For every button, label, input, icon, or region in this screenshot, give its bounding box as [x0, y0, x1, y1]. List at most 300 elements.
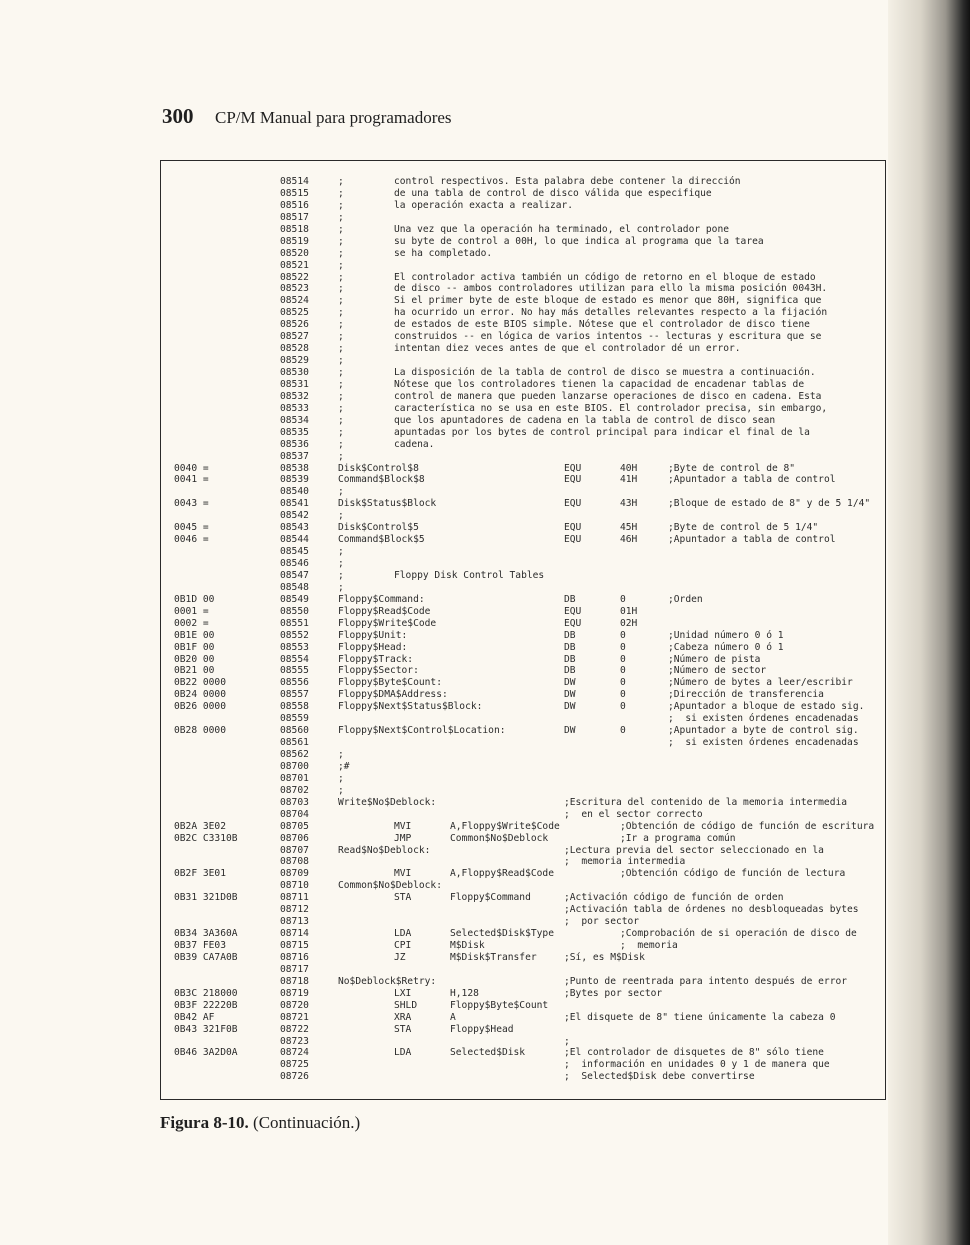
comment-marker: ;	[338, 772, 344, 784]
listing-row	[174, 761, 874, 773]
comment-marker: ;	[338, 223, 344, 235]
address-column: 0B39 CA7A0B	[174, 951, 238, 963]
line-number: 08539	[280, 474, 309, 486]
comment-marker: ;	[338, 402, 344, 414]
line-comment: ; Selected$Disk debe convertirse	[564, 1071, 755, 1083]
directive: DW	[564, 689, 576, 701]
listing-row	[174, 892, 874, 904]
address-column: 0B34 3A360A	[174, 928, 238, 940]
comment-marker: ;	[338, 343, 344, 355]
instruction: LDA	[394, 1047, 412, 1059]
line-number: 08521	[280, 259, 309, 271]
line-comment: ;Punto de reentrada para intento después de error	[564, 975, 848, 987]
listing-row	[174, 952, 874, 964]
line-number: 08516	[280, 199, 309, 211]
comment-marker: ;	[338, 390, 344, 402]
comment-marker: ;	[338, 331, 344, 343]
comment-marker: ;	[338, 438, 344, 450]
line-number: 08548	[280, 581, 309, 593]
listing-row	[174, 856, 874, 868]
listing-row	[174, 403, 874, 415]
line-number: 08531	[280, 378, 309, 390]
line-number: 08726	[280, 1071, 309, 1083]
comment-text: Si el primer byte de este bloque de estado es menor que 80H, significa que	[394, 295, 822, 307]
directive-value: 01H	[620, 605, 638, 617]
listing-row	[174, 618, 874, 630]
line-comment: ;Bloque de estado de 8" y de 5 1/4"	[668, 498, 871, 510]
address-column: 0B2A 3E02	[174, 820, 226, 832]
listing-row	[174, 463, 874, 475]
line-comment: ; por sector	[564, 916, 640, 928]
listing-row	[174, 749, 874, 761]
instruction: LDA	[394, 928, 412, 940]
directive: DB	[564, 653, 576, 665]
line-comment: ;Escritura del contenido de la memoria intermedia	[564, 796, 848, 808]
line-number: 08522	[280, 271, 309, 283]
address-column: 0B21 00	[174, 665, 215, 677]
directive: DW	[564, 677, 576, 689]
listing-row	[174, 439, 874, 451]
operand: Selected$Disk	[450, 1047, 526, 1059]
listing-row	[174, 737, 874, 749]
listing-row	[174, 916, 874, 928]
comment-text: su byte de control a 00H, lo que indica al programa que la tarea	[394, 235, 764, 247]
operand: A	[450, 1011, 456, 1023]
line-number: 08723	[280, 1035, 309, 1047]
line-number: 08715	[280, 940, 309, 951]
listing-row	[174, 654, 874, 666]
line-comment: ;Número de bytes a leer/escribir	[668, 677, 853, 689]
line-number: 08550	[280, 605, 309, 617]
line-number: 08558	[280, 701, 309, 713]
comment-text: Una vez que la operación ha terminado, el controlador pone	[394, 223, 730, 235]
comment-marker: ;	[338, 247, 344, 259]
line-comment: ;Sí, es M$Disk	[564, 951, 645, 963]
listing-row	[174, 928, 874, 940]
address-column: 0B1E 00	[174, 629, 215, 641]
line-number: 08557	[280, 689, 309, 701]
listing-row	[174, 451, 874, 463]
comment-text: de una tabla de control de disco válida que especifique	[394, 187, 712, 199]
listing-row	[174, 260, 874, 272]
listing-row	[174, 725, 874, 737]
comment-marker: ;	[338, 749, 344, 760]
operand: A,Floppy$Write$Code	[450, 820, 560, 832]
listing-row	[174, 845, 874, 857]
assembly-listing	[174, 176, 874, 1083]
operand: Floppy$Byte$Count	[450, 999, 549, 1011]
source-label: Disk$Status$Block	[338, 498, 437, 510]
operand: A,Floppy$Read$Code	[450, 868, 554, 880]
comment-text: El controlador activa también un código de retorno en el bloque de estado	[394, 271, 816, 283]
line-number: 08543	[280, 522, 309, 534]
caption-text: (Continuación.)	[253, 1113, 361, 1132]
instruction: STA	[394, 1023, 412, 1035]
directive-value: 0	[620, 653, 626, 665]
comment-text: apuntadas por los bytes de control principal para indicar el final de la	[394, 426, 810, 438]
listing-row	[174, 797, 874, 809]
line-number: 08520	[280, 247, 309, 259]
line-number: 08560	[280, 725, 309, 737]
listing-row	[174, 200, 874, 212]
line-comment: ;Activación código de función de orden	[564, 892, 784, 904]
instruction: LXI	[394, 987, 412, 999]
listing-row	[174, 630, 874, 642]
listing-row	[174, 248, 874, 260]
listing-row	[174, 343, 874, 355]
operand: Common$No$Deblock	[450, 832, 549, 844]
listing-row	[174, 474, 874, 486]
directive: DB	[564, 641, 576, 653]
line-comment: ;Apuntador a tabla de control	[668, 534, 836, 546]
directive-value: 0	[620, 593, 626, 605]
comment-marker: ;	[338, 510, 344, 522]
line-number: 08537	[280, 450, 309, 462]
figure-caption	[160, 1113, 360, 1133]
source-label: Floppy$Unit:	[338, 629, 408, 641]
line-number: 08724	[280, 1047, 309, 1059]
operand: Floppy$Command	[450, 892, 531, 904]
line-number: 08518	[280, 223, 309, 235]
line-number: 08542	[280, 510, 309, 522]
line-number: 08533	[280, 402, 309, 414]
directive: EQU	[564, 534, 582, 546]
directive-value: 41H	[620, 474, 638, 486]
line-comment: ;Unidad número 0 ó 1	[668, 629, 784, 641]
instruction: CPI	[394, 940, 412, 951]
listing-row	[174, 689, 874, 701]
listing-row	[174, 510, 874, 522]
line-number: 08704	[280, 808, 309, 820]
listing-row	[174, 236, 874, 248]
address-column: 0B46 3A2D0A	[174, 1047, 238, 1059]
source-label: Floppy$Write$Code	[338, 617, 437, 629]
line-number: 08549	[280, 593, 309, 605]
line-number: 08545	[280, 546, 309, 558]
directive-value: 46H	[620, 534, 638, 546]
line-number: 08717	[280, 963, 309, 975]
line-number: 08538	[280, 462, 309, 474]
source-label: Command$Block$5	[338, 534, 425, 546]
line-number: 08709	[280, 868, 309, 880]
operand: M$Disk	[450, 940, 485, 951]
listing-row	[174, 212, 874, 224]
source-label: Read$No$Deblock:	[338, 844, 431, 856]
directive-value: 0	[620, 665, 626, 677]
directive: EQU	[564, 605, 582, 617]
line-comment: ;Apuntador a bloque de estado sig.	[668, 701, 865, 713]
listing-row	[174, 355, 874, 367]
line-comment: ;Número de sector	[668, 665, 767, 677]
source-label: Disk$Control$5	[338, 522, 419, 534]
listing-row	[174, 582, 874, 594]
listing-row	[174, 283, 874, 295]
instruction: JMP	[394, 832, 412, 844]
line-comment: ;Bytes por sector	[564, 987, 663, 999]
line-number: 08515	[280, 187, 309, 199]
listing-row	[174, 522, 874, 534]
address-column: 0B31 321D0B	[174, 892, 238, 904]
line-number: 08720	[280, 999, 309, 1011]
line-number: 08701	[280, 772, 309, 784]
line-comment: ;Lectura previa del sector seleccionado en la	[564, 844, 824, 856]
address-column: 0B20 00	[174, 653, 215, 665]
listing-row	[174, 606, 874, 618]
line-comment: ;Byte de control de 8"	[668, 462, 796, 474]
line-comment: ;Activación tabla de órdenes no desbloqueadas bytes	[564, 904, 859, 916]
directive: DW	[564, 725, 576, 737]
page-number: 300	[162, 104, 194, 128]
line-comment: ;El controlador de disquetes de 8" sólo tiene	[564, 1047, 824, 1059]
line-number: 08722	[280, 1023, 309, 1035]
listing-row	[174, 176, 874, 188]
comment-marker: ;	[338, 486, 344, 498]
line-comment: ; memoria	[620, 940, 678, 951]
directive: EQU	[564, 522, 582, 534]
line-number: 08712	[280, 904, 309, 916]
operand: M$Disk$Transfer	[450, 951, 537, 963]
listing-row	[174, 833, 874, 845]
listing-row	[174, 1012, 874, 1024]
line-number: 08529	[280, 355, 309, 367]
comment-marker: ;#	[338, 760, 350, 772]
address-column: 0B26 0000	[174, 701, 226, 713]
line-number: 08536	[280, 438, 309, 450]
listing-row	[174, 642, 874, 654]
line-number: 08708	[280, 856, 309, 868]
line-comment: ; en el sector correcto	[564, 808, 703, 820]
comment-text: Nótese que los controladores tienen la capacidad de encadenar tablas de	[394, 378, 805, 390]
listing-row	[174, 570, 874, 582]
line-comment: ; si existen órdenes encadenadas	[668, 713, 859, 725]
directive-value: 0	[620, 725, 626, 737]
comment-text: control respectivos. Esta palabra debe contener la dirección	[394, 176, 741, 187]
address-column: 0B42 AF	[174, 1011, 215, 1023]
listing-row	[174, 594, 874, 606]
line-comment: ;Apuntador a tabla de control	[668, 474, 836, 486]
listing-row	[174, 1071, 874, 1083]
listing-row	[174, 331, 874, 343]
comment-marker: ;	[338, 414, 344, 426]
line-number: 08714	[280, 928, 309, 940]
listing-row	[174, 1000, 874, 1012]
instruction: MVI	[394, 868, 412, 880]
address-column: 0B3C 218000	[174, 987, 238, 999]
comment-marker: ;	[338, 784, 344, 796]
line-number: 08562	[280, 749, 309, 760]
line-number: 08718	[280, 975, 309, 987]
source-label: Command$Block$8	[338, 474, 425, 486]
listing-row	[174, 677, 874, 689]
listing-row	[174, 940, 874, 952]
listing-row	[174, 224, 874, 236]
address-column: 0B43 321F0B	[174, 1023, 238, 1035]
listing-row	[174, 546, 874, 558]
line-number: 08713	[280, 916, 309, 928]
comment-text: control de manera que pueden lanzarse operaciones de disco en cadena. Esta	[394, 390, 822, 402]
address-column: 0B3F 22220B	[174, 999, 238, 1011]
comment-marker: ;	[338, 569, 344, 581]
listing-row	[174, 713, 874, 725]
directive: EQU	[564, 498, 582, 510]
listing-row	[174, 821, 874, 833]
comment-marker: ;	[338, 199, 344, 211]
operand: Selected$Disk$Type	[450, 928, 554, 940]
source-label: Floppy$Next$Control$Location:	[338, 725, 506, 737]
directive: EQU	[564, 617, 582, 629]
address-column: 0B24 0000	[174, 689, 226, 701]
listing-row	[174, 785, 874, 797]
listing-row	[174, 880, 874, 892]
address-column: 0B28 0000	[174, 725, 226, 737]
running-header: CP/M Manual para programadores	[215, 108, 452, 127]
line-number: 08530	[280, 367, 309, 378]
comment-marker: ;	[338, 259, 344, 271]
comment-marker: ;	[338, 211, 344, 223]
comment-marker: ;	[338, 176, 344, 187]
comment-marker: ;	[338, 558, 344, 569]
line-comment: ; información en unidades 0 y 1 de manera que	[564, 1059, 830, 1071]
comment-marker: ;	[338, 450, 344, 462]
comment-text: construidos -- en lógica de varios intentos -- lecturas y escritura que se	[394, 331, 822, 343]
source-label: Floppy$Head:	[338, 641, 408, 653]
listing-row	[174, 295, 874, 307]
comment-marker: ;	[338, 319, 344, 331]
instruction: STA	[394, 892, 412, 904]
line-number: 08528	[280, 343, 309, 355]
comment-marker: ;	[338, 378, 344, 390]
comment-text: se ha completado.	[394, 247, 493, 259]
listing-row	[174, 188, 874, 200]
source-label: Floppy$DMA$Address:	[338, 689, 448, 701]
address-column: 0B1F 00	[174, 641, 215, 653]
directive-value: 40H	[620, 462, 638, 474]
listing-row	[174, 988, 874, 1000]
instruction: MVI	[394, 820, 412, 832]
line-number: 08517	[280, 211, 309, 223]
comment-text: La disposición de la tabla de control de disco se muestra a continuación.	[394, 367, 816, 378]
line-number: 08556	[280, 677, 309, 689]
line-number: 08547	[280, 569, 309, 581]
comment-text: ha ocurrido un error. No hay más detalles relevantes respecto a la fijación	[394, 307, 828, 319]
line-number: 08700	[280, 760, 309, 772]
listing-row	[174, 415, 874, 427]
listing-row	[174, 1059, 874, 1071]
directive: DB	[564, 665, 576, 677]
line-number: 08703	[280, 796, 309, 808]
source-label: Floppy$Read$Code	[338, 605, 431, 617]
line-number: 08711	[280, 892, 309, 904]
line-number: 08519	[280, 235, 309, 247]
comment-text: de estados de este BIOS simple. Nótese que el controlador de disco tiene	[394, 319, 810, 331]
directive: EQU	[564, 462, 582, 474]
comment-marker: ;	[338, 235, 344, 247]
comment-text: característica no se usa en este BIOS. El controlador precisa, sin embargo,	[394, 402, 828, 414]
line-number: 08719	[280, 987, 309, 999]
instruction: JZ	[394, 951, 406, 963]
listing-row	[174, 1024, 874, 1036]
address-column: 0B2C C3310B	[174, 832, 238, 844]
instruction: XRA	[394, 1011, 412, 1023]
line-number: 08514	[280, 176, 309, 187]
comment-marker: ;	[338, 271, 344, 283]
address-column: 0041 =	[174, 474, 209, 486]
address-column: 0B22 0000	[174, 677, 226, 689]
comment-text: de disco -- ambos controladores utilizan para ello la misma posición 0043H.	[394, 283, 828, 295]
line-comment: ; memoria intermedia	[564, 856, 686, 868]
directive: EQU	[564, 474, 582, 486]
line-number: 08554	[280, 653, 309, 665]
directive-value: 43H	[620, 498, 638, 510]
line-comment: ;Dirección de transferencia	[668, 689, 824, 701]
line-comment: ;Ir a programa común	[620, 832, 736, 844]
address-column: 0040 =	[174, 462, 209, 474]
directive: DB	[564, 593, 576, 605]
directive-value: 0	[620, 677, 626, 689]
line-comment: ;Comprobación de si operación de disco de	[620, 928, 857, 940]
comment-marker: ;	[338, 546, 344, 558]
listing-row	[174, 534, 874, 546]
line-comment: ;Byte de control de 5 1/4"	[668, 522, 819, 534]
line-number: 08540	[280, 486, 309, 498]
source-label: Floppy$Byte$Count:	[338, 677, 442, 689]
line-number: 08553	[280, 641, 309, 653]
line-number: 08546	[280, 558, 309, 569]
line-number: 08725	[280, 1059, 309, 1071]
source-label: Floppy$Sector:	[338, 665, 419, 677]
address-column: 0046 =	[174, 534, 209, 546]
comment-marker: ;	[338, 295, 344, 307]
comment-marker: ;	[338, 355, 344, 367]
comment-marker: ;	[338, 426, 344, 438]
line-number: 08551	[280, 617, 309, 629]
line-number: 08702	[280, 784, 309, 796]
listing-row	[174, 964, 874, 976]
comment-text: Floppy Disk Control Tables	[394, 569, 545, 581]
line-number: 08559	[280, 713, 309, 725]
address-column: 0045 =	[174, 522, 209, 534]
line-number: 08706	[280, 832, 309, 844]
listing-row	[174, 665, 874, 677]
address-column: 0B37 FE03	[174, 940, 226, 951]
line-number: 08555	[280, 665, 309, 677]
source-label: Floppy$Track:	[338, 653, 414, 665]
line-number: 08524	[280, 295, 309, 307]
source-label: Floppy$Command:	[338, 593, 425, 605]
listing-row	[174, 868, 874, 880]
address-column: 0001 =	[174, 605, 209, 617]
listing-row	[174, 486, 874, 498]
instruction: SHLD	[394, 999, 418, 1011]
address-column: 0B2F 3E01	[174, 868, 226, 880]
line-comment: ;Cabeza número 0 ó 1	[668, 641, 784, 653]
line-number: 08544	[280, 534, 309, 546]
line-number: 08532	[280, 390, 309, 402]
line-comment: ;Orden	[668, 593, 703, 605]
directive-value: 02H	[620, 617, 638, 629]
line-number: 08707	[280, 844, 309, 856]
comment-text: cadena.	[394, 438, 435, 450]
source-label: Write$No$Deblock:	[338, 796, 437, 808]
address-column: 0B1D 00	[174, 593, 215, 605]
source-label: Common$No$Deblock:	[338, 880, 442, 892]
directive: DW	[564, 701, 576, 713]
line-number: 08541	[280, 498, 309, 510]
comment-text: intentan diez veces antes de que el controlador dé un error.	[394, 343, 741, 355]
line-number: 08535	[280, 426, 309, 438]
comment-marker: ;	[338, 581, 344, 593]
directive-value: 0	[620, 701, 626, 713]
